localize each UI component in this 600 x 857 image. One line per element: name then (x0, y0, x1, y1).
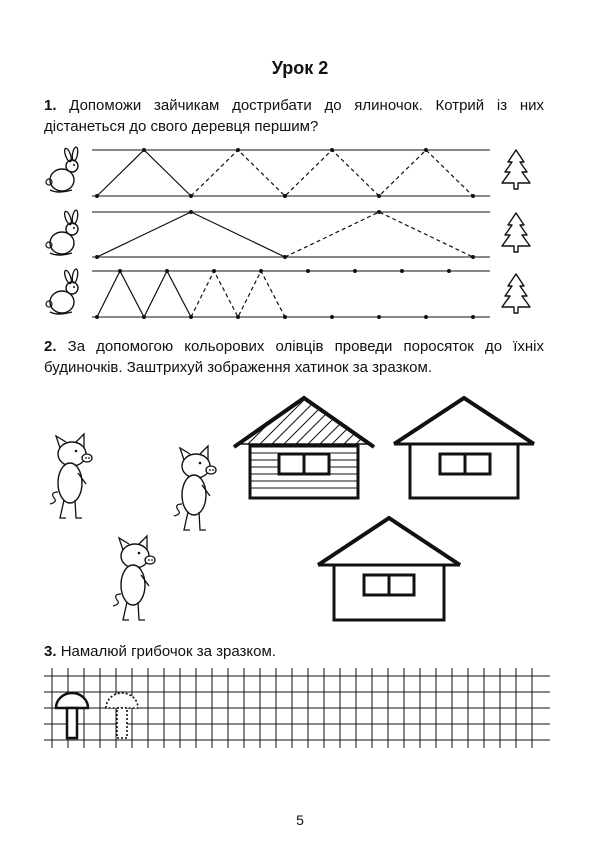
mushroom-sample-icon (56, 693, 88, 738)
bunny-icon (46, 147, 79, 192)
task-3-text: Намалюй грибочок за зразком. (60, 643, 276, 660)
task-1-text: Допоможи зайчикам дострибати до ялиночок. Котрий із них дістанеться до свого деревця першим? (44, 97, 544, 135)
task-1-number: 1. (44, 97, 57, 114)
bunny-row-3 (46, 269, 530, 319)
task-3-number: 3. (44, 643, 57, 660)
fir-tree-icon (502, 213, 530, 252)
page-number: 5 (296, 812, 304, 828)
fir-tree-icon (502, 150, 530, 189)
lesson-title: Урок 2 (271, 58, 329, 78)
house-outline (394, 398, 534, 498)
task-2-number: 2. (44, 338, 57, 355)
task-2-text: За допомогою кольорових олівців проведи поросяток до їхніх будиночків. Заштрихуй зображення хатинок за зразком. (44, 338, 544, 376)
piglet-icon (174, 446, 216, 530)
bunny-icon (46, 269, 79, 314)
house-outline (318, 518, 460, 620)
piglet-icon (50, 434, 92, 518)
mushroom-dotted-icon (106, 693, 138, 738)
bunny-icon (46, 210, 79, 255)
fir-tree-icon (502, 274, 530, 313)
piglet-icon (113, 536, 155, 620)
bunny-row-2 (46, 210, 530, 259)
bunny-row-1 (46, 147, 530, 198)
hatched-house-sample (230, 390, 410, 498)
